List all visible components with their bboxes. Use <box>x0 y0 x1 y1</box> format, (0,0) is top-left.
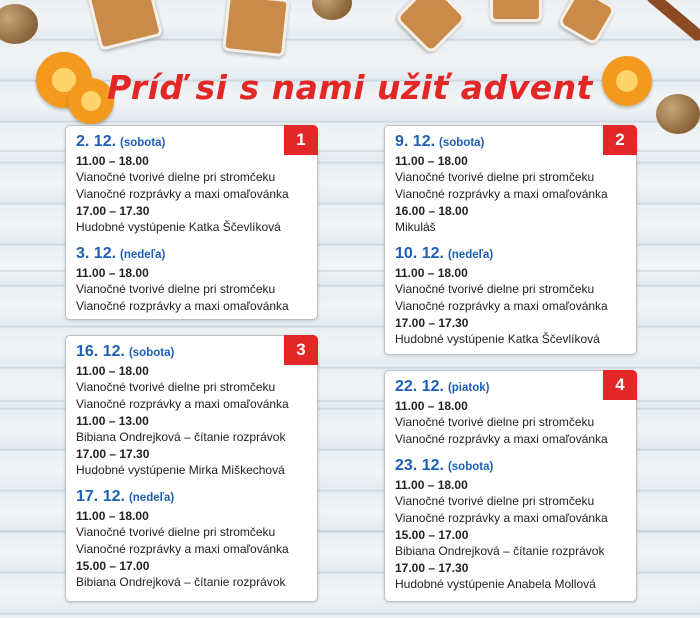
activity: Vianočné tvorivé dielne pri stromčeku <box>395 415 595 429</box>
activity: Vianočné rozprávky a maxi omaľovánka <box>395 432 608 446</box>
activity: Vianočné tvorivé dielne pri stromčeku <box>395 494 595 508</box>
time-range: 15.00 – 17.00 <box>76 559 150 573</box>
week-card-2 <box>384 125 637 355</box>
date: 22. 12. <box>395 378 444 395</box>
date-line <box>395 377 626 398</box>
week-number-badge: 2 <box>603 125 637 155</box>
walnut-icon <box>0 4 38 44</box>
activity: Vianočné rozprávky a maxi omaľovánka <box>76 542 289 556</box>
day-block <box>76 244 307 315</box>
time-range: 11.00 – 18.00 <box>395 266 468 280</box>
time-range: 17.00 – 17.30 <box>76 204 150 218</box>
time-range: 11.00 – 18.00 <box>76 509 149 523</box>
weekday: (nedeľa) <box>447 249 494 261</box>
week-card-3 <box>65 335 318 602</box>
time-range: 11.00 – 18.00 <box>395 399 468 413</box>
activity: Vianočné rozprávky a maxi omaľovánka <box>395 299 608 313</box>
activity: Vianočné rozprávky a maxi omaľovánka <box>76 397 289 411</box>
day-block <box>395 244 626 348</box>
date: 10. 12. <box>395 245 444 262</box>
activity: Vianočné rozprávky a maxi omaľovánka <box>395 187 608 201</box>
activity: Hudobné vystúpenie Anabela Mollová <box>395 577 596 591</box>
gingerbread-house-icon <box>490 0 542 22</box>
weekday: (nedeľa) <box>128 492 175 504</box>
date-line <box>76 244 307 265</box>
time-range: 17.00 – 17.30 <box>395 561 469 575</box>
activity: Vianočné rozprávky a maxi omaľovánka <box>395 511 608 525</box>
date: 2. 12. <box>76 133 117 150</box>
activity: Mikuláš <box>395 220 436 234</box>
time-range: 16.00 – 18.00 <box>395 204 469 218</box>
day-block <box>395 377 626 448</box>
weekday: (sobota) <box>439 137 485 149</box>
date: 23. 12. <box>395 457 444 474</box>
date-line <box>76 342 307 363</box>
weekday: (piatok) <box>447 382 490 394</box>
gingerbread-star-icon <box>394 0 468 55</box>
date-line <box>395 456 626 477</box>
activity: Hudobné vystúpenie Katka Ščevlíková <box>395 332 600 346</box>
weekday: (sobota) <box>120 137 166 149</box>
week-number-badge: 3 <box>284 335 318 365</box>
cinnamon-stick-icon <box>644 0 700 43</box>
activity: Vianočné tvorivé dielne pri stromčeku <box>76 525 276 539</box>
time-range: 11.00 – 18.00 <box>76 364 149 378</box>
week-card-4 <box>384 370 637 602</box>
gingerbread-house-icon <box>222 0 290 57</box>
activity: Bibiana Ondrejková – čítanie rozprávok <box>395 544 605 558</box>
activity: Vianočné rozprávky a maxi omaľovánka <box>76 187 289 201</box>
activity: Hudobné vystúpenie Mirka Miškechová <box>76 463 285 477</box>
day-block <box>76 132 307 236</box>
day-block <box>76 342 307 479</box>
gingerbread-star-icon <box>557 0 617 46</box>
week-number-badge: 1 <box>284 125 318 155</box>
week-card-1 <box>65 125 318 320</box>
week-number-badge: 4 <box>603 370 637 400</box>
activity: Vianočné tvorivé dielne pri stromčeku <box>76 282 276 296</box>
activity: Vianočné tvorivé dielne pri stromčeku <box>76 170 276 184</box>
day-block <box>76 487 307 591</box>
activity: Bibiana Ondrejková – čítanie rozprávok <box>76 430 286 444</box>
weekday: (nedeľa) <box>120 249 166 261</box>
activity: Vianočné tvorivé dielne pri stromčeku <box>395 170 595 184</box>
date: 3. 12. <box>76 245 117 262</box>
activity: Hudobné vystúpenie Katka Ščevlíková <box>76 220 281 234</box>
weekday: (sobota) <box>128 347 175 359</box>
time-range: 17.00 – 17.30 <box>76 447 150 461</box>
time-range: 15.00 – 17.00 <box>395 528 469 542</box>
page-headline: Príď si s nami užiť advent <box>107 68 593 107</box>
date: 17. 12. <box>76 488 125 505</box>
time-range: 11.00 – 13.00 <box>76 414 149 428</box>
time-range: 11.00 – 18.00 <box>395 154 468 168</box>
date-line <box>395 244 626 265</box>
date: 9. 12. <box>395 133 436 150</box>
time-range: 17.00 – 17.30 <box>395 316 469 330</box>
walnut-icon <box>312 0 352 20</box>
time-range: 11.00 – 18.00 <box>395 478 468 492</box>
day-block <box>395 132 626 236</box>
day-block <box>395 456 626 593</box>
date: 16. 12. <box>76 343 125 360</box>
activity: Vianočné rozprávky a maxi omaľovánka <box>76 299 289 313</box>
date-line <box>395 132 626 153</box>
activity: Vianočné tvorivé dielne pri stromčeku <box>395 282 595 296</box>
activity: Bibiana Ondrejková – čítanie rozprávok <box>76 575 286 589</box>
weekday: (sobota) <box>447 461 494 473</box>
activity: Vianočné tvorivé dielne pri stromčeku <box>76 380 276 394</box>
date-line <box>76 487 307 508</box>
date-line <box>76 132 307 153</box>
time-range: 11.00 – 18.00 <box>76 266 149 280</box>
gingerbread-house-icon <box>85 0 163 51</box>
time-range: 11.00 – 18.00 <box>76 154 149 168</box>
